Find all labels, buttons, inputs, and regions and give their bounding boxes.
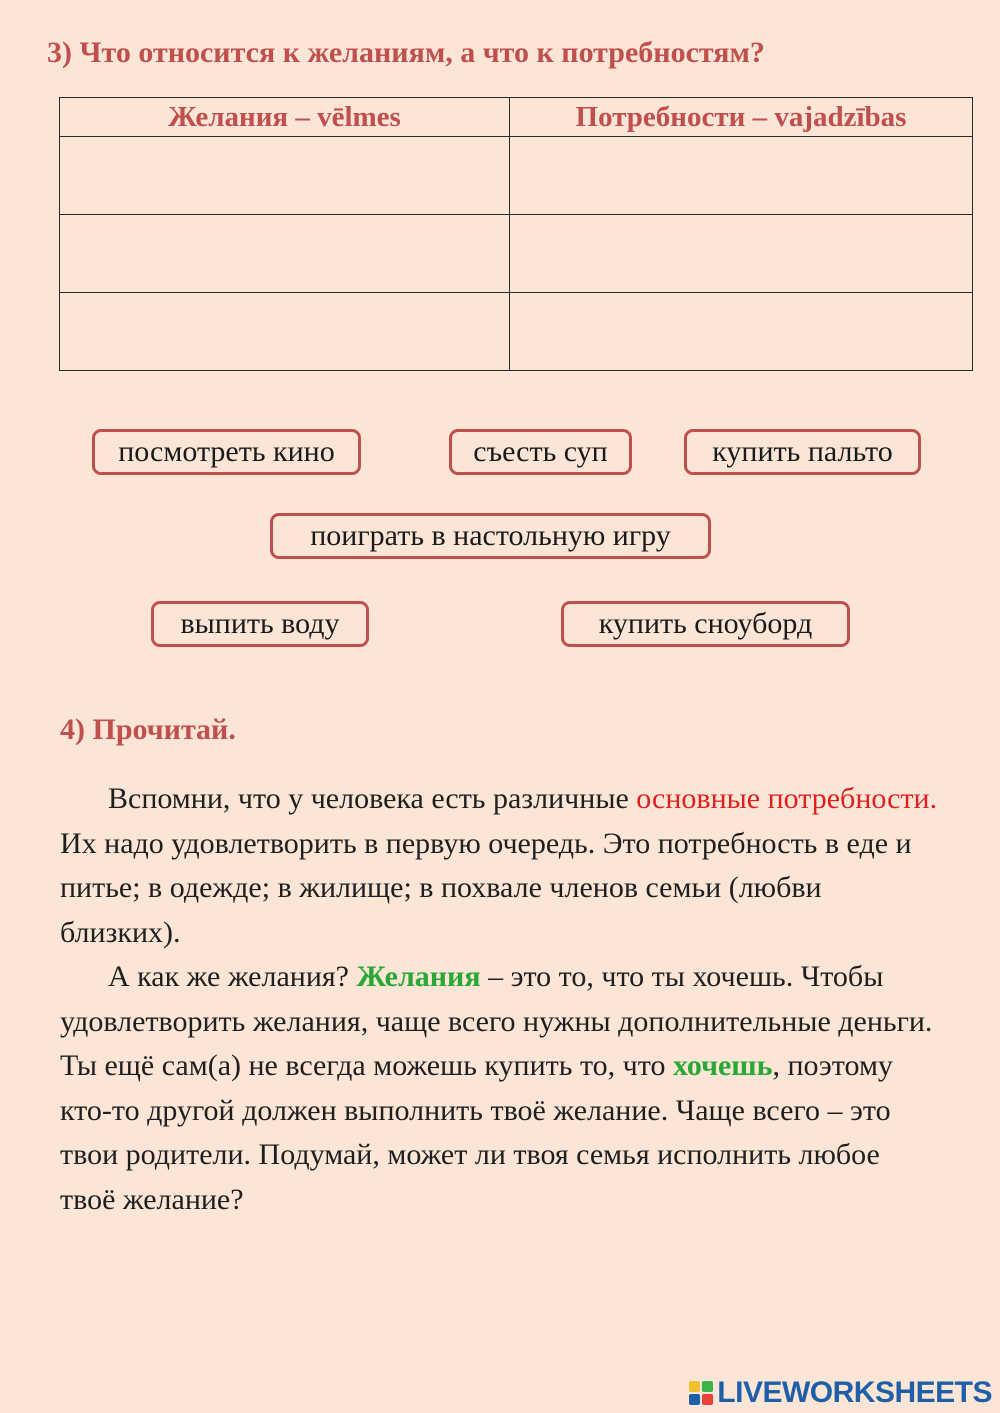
paragraph-text: Их надо удовлетворить в первую очередь. Это потребность в еде и питье; в одежде; в жилище; в похвале членов семьи (любви близких).: [60, 826, 912, 949]
reading-paragraph-2: [60, 955, 940, 1222]
drag-chip-buy-coat[interactable]: купить пальто: [684, 429, 921, 475]
paragraph-text: А как же желания?: [108, 960, 357, 993]
drag-chip-board-game[interactable]: поиграть в настольную игру: [270, 513, 711, 559]
logo-text: LIVEWORKSHEETS: [717, 1376, 992, 1409]
table-row: [60, 215, 973, 293]
table-row: [60, 137, 973, 215]
drop-zone-needs[interactable]: [510, 215, 973, 293]
drop-zone-needs[interactable]: [510, 293, 973, 371]
paragraph-text: – это то, что ты хочешь. Чтобы удовлетворить желания, чаще всего нужны дополнительные деньги. Ты ещё сам(а) не всегда можешь купить то, что: [60, 960, 933, 1082]
drag-chip-eat-soup[interactable]: съесть суп: [449, 429, 632, 475]
drag-chip-drink-water[interactable]: выпить воду: [151, 601, 369, 647]
header-wants: Желания – vēlmes: [60, 98, 510, 137]
drag-chip-watch-movie[interactable]: посмотреть кино: [92, 429, 361, 475]
paragraph-text: , поэтому кто-то другой должен выполнить твоё желание. Чаще всего – это твои родители. Подумай, может ли твоя семья исполнить любое твоё желание?: [60, 1049, 893, 1216]
highlight-want-verb: хочешь: [672, 1049, 773, 1082]
paragraph-text: Вспомни, что у человека есть различные: [108, 782, 637, 815]
question-3-title: 3) Что относится к желаниям, а что к потребностям?: [47, 36, 765, 69]
table-row: [60, 293, 973, 371]
drag-chip-buy-snowboard[interactable]: купить сноуборд: [561, 601, 850, 647]
table-header-row: [60, 98, 973, 137]
logo-icon: [689, 1381, 713, 1405]
drop-zone-needs[interactable]: [510, 137, 973, 215]
drop-zone-wants[interactable]: [60, 293, 510, 371]
section-4-title: 4) Прочитай.: [60, 713, 236, 746]
reading-paragraph-1: [60, 777, 940, 955]
highlight-wants: Желания: [356, 960, 481, 993]
liveworksheets-logo: [689, 1377, 992, 1409]
sorting-table: [59, 97, 973, 371]
highlight-basic-needs: основные потребности.: [636, 782, 938, 815]
header-needs: Потребности – vajadzības: [510, 98, 973, 137]
drop-zone-wants[interactable]: [60, 137, 510, 215]
drop-zone-wants[interactable]: [60, 215, 510, 293]
